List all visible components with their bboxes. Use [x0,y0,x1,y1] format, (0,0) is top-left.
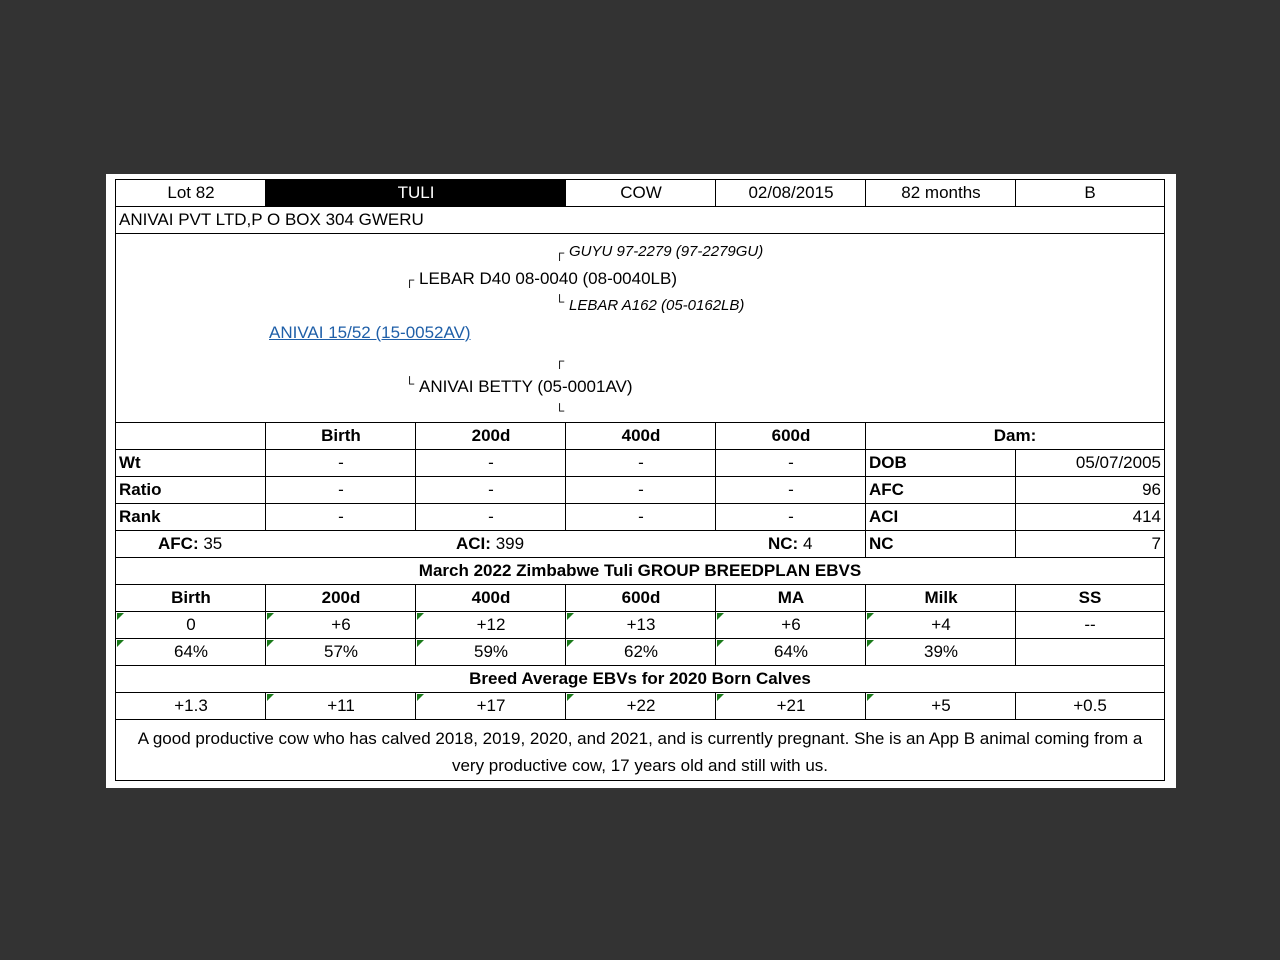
comment-marker-icon [417,640,424,647]
comment-marker-icon [417,613,424,620]
grid-line [116,233,1164,234]
aci-summary: ACI: 399 [456,534,525,553]
ebv-value: +12 [476,615,506,634]
grid-line [116,557,1164,558]
perf-col-200d: 200d [471,426,511,445]
animal-link[interactable]: ANIVAI 15/52 (15-0052AV) [269,323,471,342]
comment-marker-icon [267,640,274,647]
grid-line [116,665,1164,666]
perf-row-label: Ratio [119,480,162,499]
comment-marker-icon [117,613,124,620]
grid-line [565,585,566,666]
lot-number: Lot 82 [167,183,215,202]
breed-average-value: +0.5 [1073,696,1107,715]
ebv-col: Birth [171,588,211,607]
perf-row-label: Wt [119,453,141,472]
ebv-title: March 2022 Zimbabwe Tuli GROUP BREEDPLAN EBVS [418,561,862,580]
grid-line [265,180,266,207]
breed-name: TULI [397,183,435,202]
lot-sheet [106,174,1176,788]
perf-row-label: Rank [119,507,161,526]
comment-marker-icon [567,640,574,647]
perf-col-600d: 600d [771,426,811,445]
grid-line [415,585,416,666]
perf-value: - [488,507,494,526]
sire-dam: LEBAR A162 (05-0162LB) [569,297,745,314]
bracket-top-icon: ┌ [405,272,415,287]
comment-marker-icon [117,640,124,647]
ebv-col: Milk [924,588,958,607]
grid-line [116,206,1164,207]
grid-line [265,693,266,720]
grid-line [415,693,416,720]
grid-line [116,422,1164,423]
lot-grid [115,179,1165,781]
ebv-col: 400d [471,588,511,607]
bracket-bottom-icon: └ [555,294,565,309]
dam-info-title: Dam: [993,426,1037,445]
comment-marker-icon [267,613,274,620]
grid-line [715,180,716,207]
ebv-value: 0 [186,615,196,634]
bracket-top-icon: ┌ [555,353,565,368]
dam-row-value: 7 [1151,534,1161,553]
afc-summary: AFC: 35 [158,534,223,553]
ebv-col: SS [1078,588,1102,607]
sire: LEBAR D40 08-0040 (08-0040LB) [419,269,677,288]
breed-average-value: +11 [327,696,355,715]
grid-line [1015,450,1016,558]
ebv-value: -- [1084,615,1096,634]
comment-marker-icon [867,613,874,620]
dam-row-label: ACI [869,507,899,526]
breed-average-title: Breed Average EBVs for 2020 Born Calves [469,669,811,688]
perf-value: - [338,453,344,472]
grade: B [1084,183,1096,202]
dam-row-label: NC [869,534,894,553]
dam-row-label: AFC [869,480,904,499]
ebv-accuracy: 59% [473,642,509,661]
grid-line [715,423,716,531]
nc-summary: NC: 4 [768,534,813,553]
ebv-value: +4 [931,615,951,634]
bracket-bottom-icon: └ [555,403,565,418]
comment-marker-icon [417,694,424,701]
grid-line [265,423,266,531]
grid-line [116,719,1164,720]
dam-row-value: 05/07/2005 [1075,453,1161,472]
grid-line [565,180,566,207]
grid-line [116,449,1164,450]
comment-marker-icon [267,694,274,701]
ebv-accuracy [1016,639,1164,666]
grid-line [565,423,566,531]
ebv-accuracy: 39% [923,642,959,661]
perf-value: - [788,507,794,526]
perf-value: - [338,480,344,499]
sire-sire: GUYU 97-2279 (97-2279GU) [569,243,764,260]
breed-average-value: +5 [931,696,951,715]
ebv-accuracy: 57% [323,642,359,661]
ebv-col: 600d [621,588,661,607]
grid-line [116,638,1164,639]
comment-marker-icon [867,694,874,701]
breed-average-value: +21 [776,696,806,715]
grid-line [116,530,1164,531]
owner-address: ANIVAI PVT LTD,P O BOX 304 GWERU [119,210,424,229]
grid-line [415,423,416,531]
ebv-accuracy: 64% [773,642,809,661]
breed-average-value: +1.3 [174,696,208,715]
grid-line [1015,180,1016,207]
grid-line [865,180,866,207]
perf-col-birth: Birth [321,426,361,445]
dam-row-label: DOB [869,453,907,472]
dam: ANIVAI BETTY (05-0001AV) [419,377,633,396]
grid-line [1015,693,1016,720]
grid-line [116,584,1164,585]
perf-value: - [638,453,644,472]
ebv-value: +13 [626,615,656,634]
ebv-col: MA [777,588,805,607]
comment-marker-icon [567,694,574,701]
dam-row-value: 96 [1142,480,1161,499]
comment-marker-icon [717,694,724,701]
breed-average-value: +17 [476,696,506,715]
grid-line [116,476,1164,477]
ebv-value: +6 [781,615,801,634]
grid-line [715,693,716,720]
date-of-birth: 02/08/2015 [748,183,834,202]
sex: COW [620,183,662,202]
comment-marker-icon [867,640,874,647]
dam-row-value: 414 [1132,507,1161,526]
ebv-accuracy: 64% [173,642,209,661]
perf-value: - [488,480,494,499]
perf-value: - [338,507,344,526]
grid-line [116,611,1164,612]
perf-col-400d: 400d [621,426,661,445]
perf-value: - [638,507,644,526]
perf-value: - [788,453,794,472]
perf-value: - [488,453,494,472]
ebv-col: 200d [321,588,361,607]
grid-line [116,692,1164,693]
breed-average-value: +22 [626,696,656,715]
grid-line [865,423,866,558]
perf-value: - [638,480,644,499]
grid-line [265,585,266,666]
comment: A good productive cow who has calved 2018, 2019, 2020, and 2021, and is currently pregnant. She is an App B animal coming from a very productive cow, 17 years old and still with us. [137,729,1143,775]
bracket-top-icon: ┌ [555,245,565,260]
grid-line [116,503,1164,504]
grid-line [715,585,716,666]
age: 82 months [901,183,981,202]
comment-marker-icon [717,640,724,647]
grid-line [1015,585,1016,666]
grid-line [865,585,866,666]
comment-marker-icon [717,613,724,620]
grid-line [865,693,866,720]
perf-value: - [788,480,794,499]
ebv-value: +6 [331,615,351,634]
bracket-bottom-icon: └ [405,376,415,391]
comment-marker-icon [567,613,574,620]
ebv-accuracy: 62% [623,642,659,661]
grid-line [565,693,566,720]
